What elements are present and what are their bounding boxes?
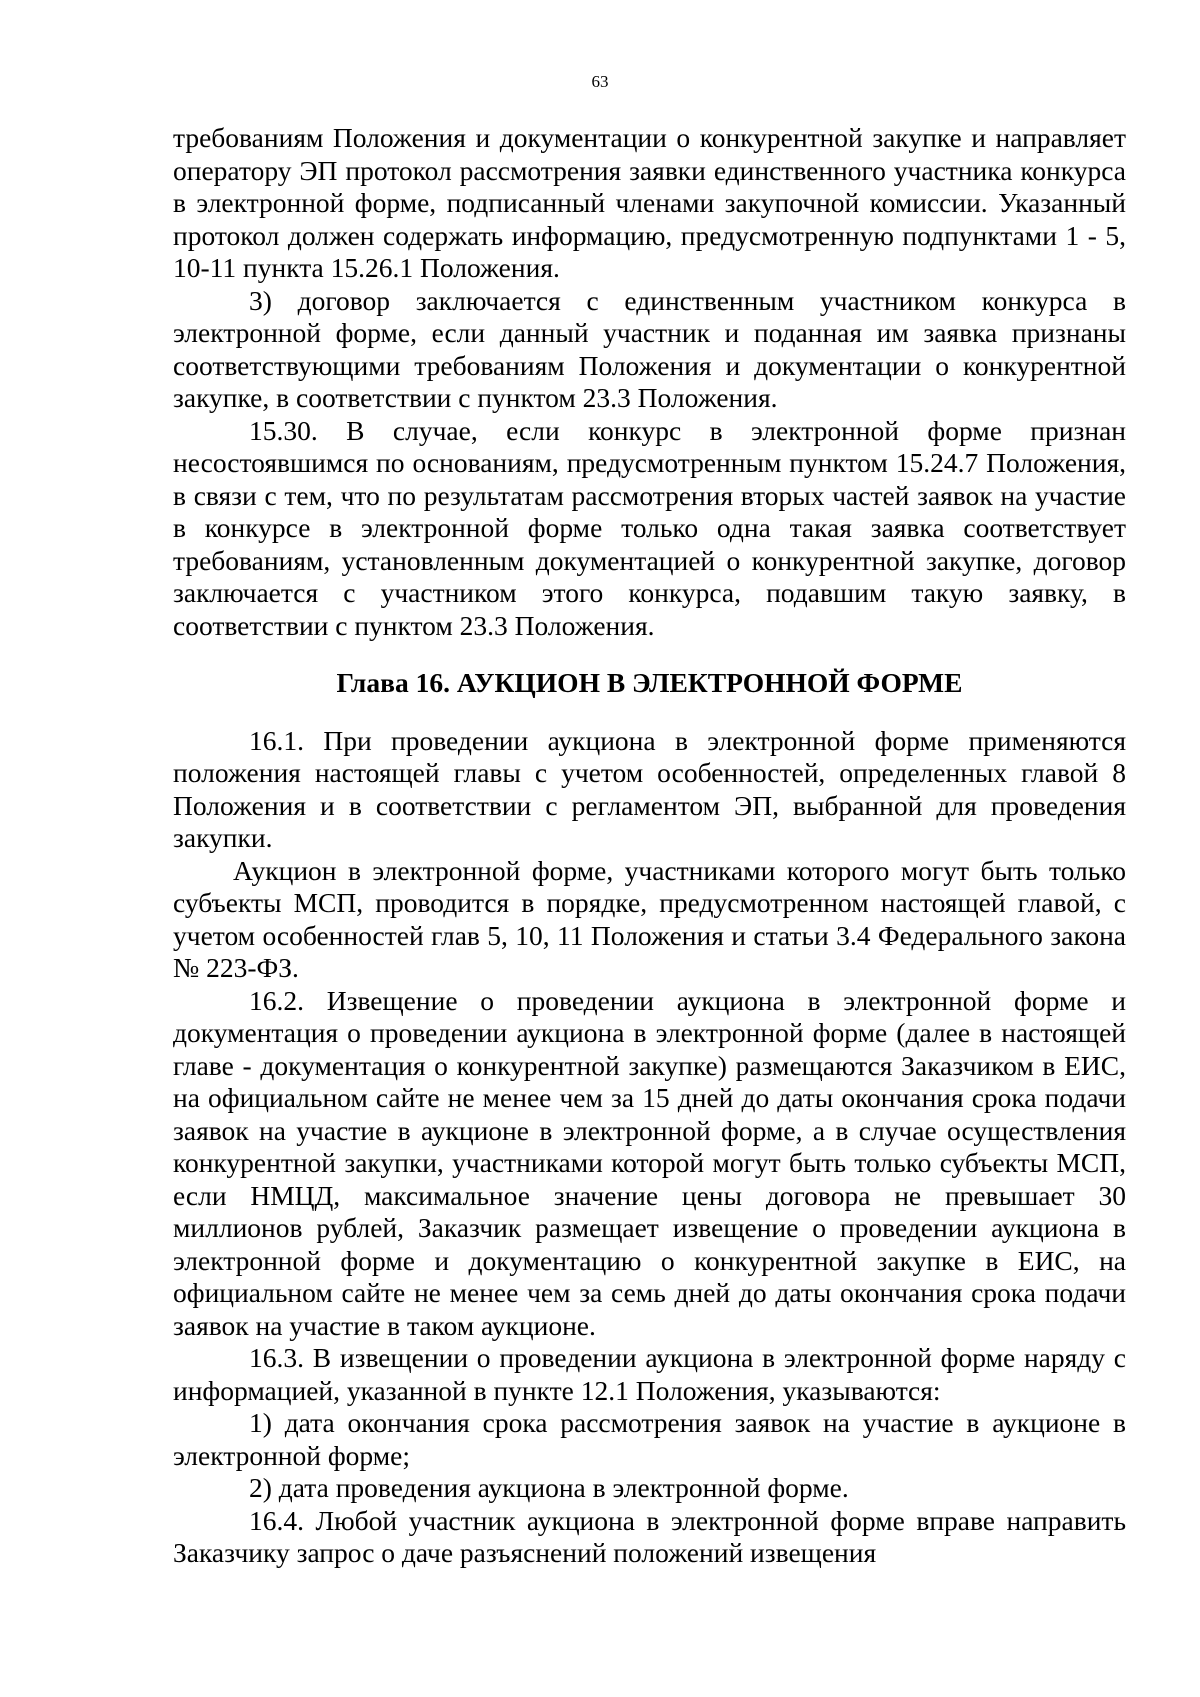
paragraph: требованиям Положения и документации о конкурентной закупке и направляет оператору ЭП протокол рассмотрения заявки единственного участника конкурса в электронной форме, подписанный членами закупочной комиссии. Указанный протокол должен содержать информацию, предусмотренную подпунктами 1 - 5, 10-11 пункта 15.26.1 Положения. xyxy=(173,122,1126,283)
paragraph: 16.2. Извещение о проведении аукциона в электронной форме и документация о проведении аукциона в электронной форме (далее в настоящей главе - документация о конкурентной закупке) размещаются Заказчиком в ЕИС, на официальном сайте не менее чем за 15 дней до даты окончания срока подачи заявок на участие в аукционе в электронной форме, а в случае осуществления конкурентной закупки, участниками которой могут быть только субъекты МСП, если НМЦД, максимальное значение цены договора не превышает 30 миллионов рублей, Заказчик размещает извещение о проведении аукциона в электронной форме и документацию о конкурентной закупке в ЕИС, на официальном сайте не менее чем за семь дней до даты окончания срока подачи заявок на участие в таком аукционе. xyxy=(173,984,1126,1341)
page-number: 63 xyxy=(591,72,609,91)
paragraph: 16.3. В извещении о проведении аукциона в электронной форме наряду с информацией, указанной в пункте 12.1 Положения, указываются: xyxy=(173,1342,1126,1406)
paragraph: Аукцион в электронной форме, участниками которого могут быть только субъекты МСП, проводится в порядке, предусмотренном настоящей главой, с учетом особенностей глав 5, 10, 11 Положения и статьи 3.4 Федерального закона № 223-ФЗ. xyxy=(173,854,1126,983)
paragraph: 16.1. При проведении аукциона в электронной форме применяются положения настоящей главы с учетом особенностей, определенных главой 8 Положения и в соответствии с регламентом ЭП, выбранной для проведения закупки. xyxy=(173,724,1126,853)
paragraph: 2) дата проведения аукциона в электронной форме. xyxy=(249,1472,849,1503)
paragraph: 15.30. В случае, если конкурс в электронной форме признан несостоявшимся по основаниям, предусмотренным пунктом 15.24.7 Положения, в связи с тем, что по результатам рассмотрения вторых частей заявок на участие в конкурсе в электронной форме только одна такая заявка соответствует требованиям, установленным документацией о конкурентной закупке, договор заключается с участником этого конкурса, подавшим такую заявку, в соответствии с пунктом 23.3 Положения. xyxy=(173,414,1126,641)
paragraph: 3) договор заключается с единственным участником конкурса в электронной форме, если данный участник и поданная им заявка признаны соответствующими требованиям Положения и документации о конкурентной закупке, в соответствии с пунктом 23.3 Положения. xyxy=(173,284,1126,413)
paragraph: 1) дата окончания срока рассмотрения заявок на участие в аукционе в электронной форме; xyxy=(173,1407,1126,1471)
chapter-heading: Глава 16. АУКЦИОН В ЭЛЕКТРОННОЙ ФОРМЕ xyxy=(336,667,963,698)
paragraph: 16.4. Любой участник аукциона в электронной форме вправе направить Заказчику запрос о даче разъяснений положений извещения xyxy=(173,1504,1126,1568)
document-body xyxy=(173,122,1126,1570)
